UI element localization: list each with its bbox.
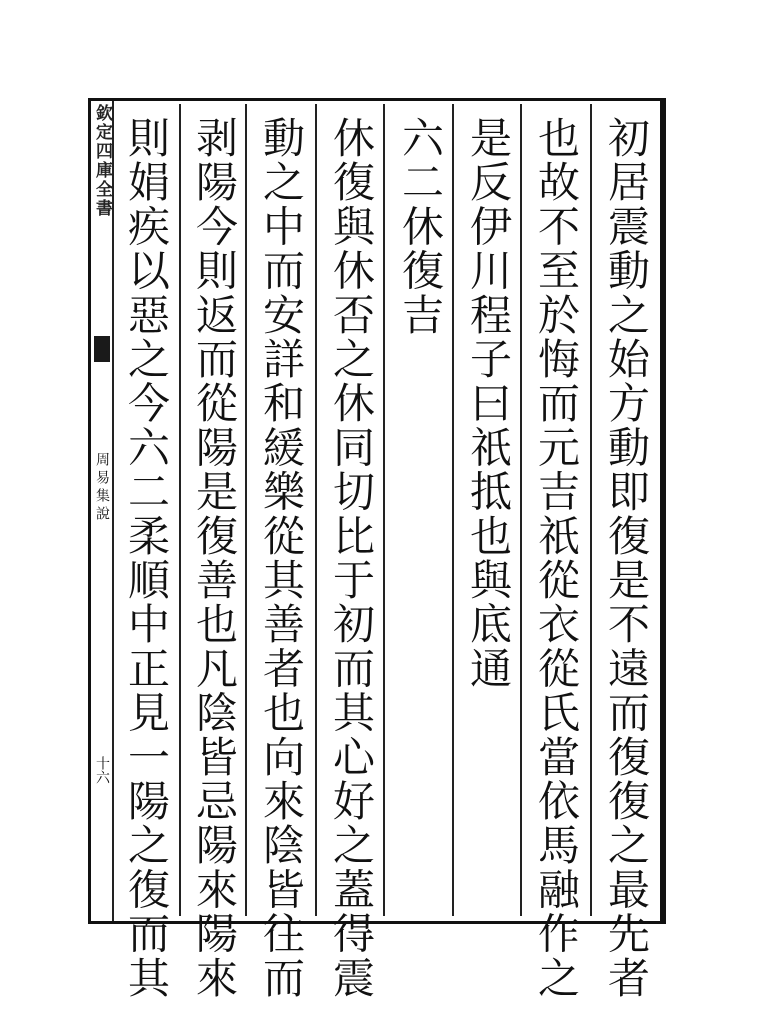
column-rule (245, 104, 247, 916)
column-rule (452, 104, 454, 916)
gutter-divider (112, 101, 114, 921)
column-rule (315, 104, 317, 916)
page-number: 十六 (94, 756, 110, 784)
column-rule (179, 104, 181, 916)
column-rule (520, 104, 522, 916)
book-title: 周易集說 (94, 452, 110, 524)
column-rule (383, 104, 385, 916)
collection-title: 欽定四庫全書 (92, 104, 112, 218)
text-column-4: 六二休復吉 (396, 116, 445, 337)
column-rule (590, 104, 592, 916)
text-column-3: 是反伊川程子曰祇抵也與底通 (464, 116, 513, 691)
text-column-2: 也故不至於悔而元吉祇從衣從氏當依馬融作之 (532, 116, 581, 1000)
page-border-right (660, 98, 666, 924)
text-column-5: 休復與休否之休同切比于初而其心好之蓋得震 (327, 116, 376, 1000)
text-column-6: 動之中而安詳和緩樂從其善者也向來陰皆往而 (257, 116, 306, 1000)
fish-tail-mark (94, 336, 110, 362)
text-column-8: 則娟疾以惡之今六二柔順中正見一陽之復而其 (122, 116, 171, 1000)
text-column-7: 剥陽今則返而從陽是復善也凡陰皆忌陽來陽來 (190, 116, 239, 1000)
text-column-1: 初居震動之始方動即復是不遠而復復之最先者 (602, 116, 651, 1000)
